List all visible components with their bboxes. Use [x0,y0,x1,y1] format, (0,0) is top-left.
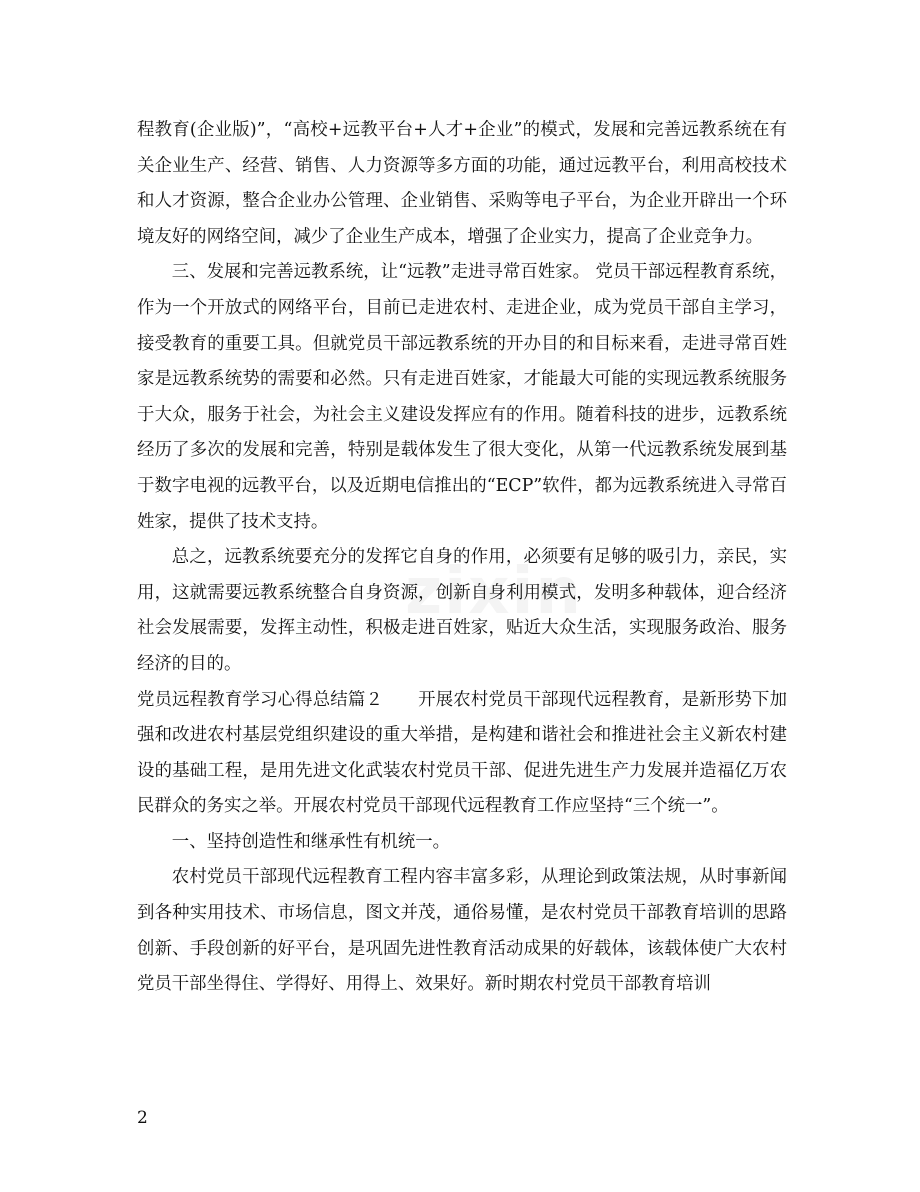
paragraph-5: 一、坚持创造性和继承性有机统一。 [171,831,451,852]
watermark: zixin [405,555,583,629]
page-number: 2 [137,1108,148,1128]
paragraph-6: 农村党员干部现代远程教育工程内容丰富多彩，从理论到政策法规，从时事新闻到各种实用技术、市场信息，图文并茂，通俗易懂，是农村党员干部教育培训的思路创新、手段创新的好平台，是巩固先进性教育活动成果的好载体，该载体使广大农村党员干部坐得住、学得好、用得上、效果好。新时期农村党员干部教育培训 [137,867,787,995]
paragraph-2: 三、发展和完善远教系统，让“远教”走进寻常百姓家。 党员干部远程教育系统，作为一个开放式的网络平台，目前已走进农村、走进企业，成为党员干部自主学习，接受教育的重要工具。但就党员干部远教系统的开办目的和目标来看，走进寻常百姓家是远教系统势的需要和必然。只有走进百姓家，才能最大可能的实现远教系统服务于大众，服务于社会，为社会主义建设发挥应有的作用。随着科技的进步，远教系统经历了多次的发展和完善，特别是载体发生了很大变化，从第一代远教系统发展到基于数字电视的远教平台，以及近期电信推出的“ECP”软件，都为远教系统进入寻常百姓家，提供了技术支持。 [137,262,787,532]
document-body [137,113,787,1003]
paragraph-1: 程教育(企业版)”，“高校+远教平台+人才+企业”的模式，发展和完善远教系统在有关企业生产、经营、销售、人力资源等多方面的功能，通过远教平台，利用高校技术和人才资源，整合企业办公管理、企业销售、采购等电子平台，为企业开辟出一个环境友好的网络空间，减少了企业生产成本，增强了企业实力，提高了企业竞争力。 [137,120,787,247]
paragraph-4: 党员远程教育学习心得总结篇２ 开展农村党员干部现代远程教育，是新形势下加强和改进农村基层党组织建设的重大举措，是构建和谐社会和推进社会主义新农村建设的基础工程，是用先进文化武装农村党员干部、促进先进生产力发展并造福亿万农民群众的务实之举。开展农村党员干部现代远程教育工作应坚持“三个统一”。 [137,689,787,817]
paragraph-3: 总之，远教系统要充分的发挥它自身的作用，必须要有足够的吸引力，亲民，实用，这就需要远教系统整合自身资源，创新自身利用模式，发明多种载体，迎合经济社会发展需要，发挥主动性，积极走进百姓家，贴近大众生活，实现服务政治、服务经济的目的。 [137,547,787,674]
